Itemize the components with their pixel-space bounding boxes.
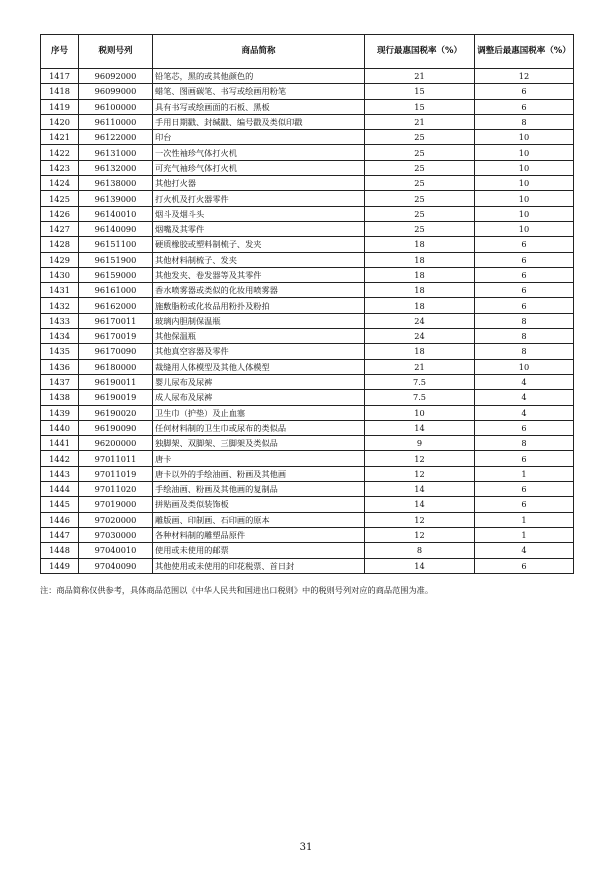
cell-product-name: 唐卡 [153,451,365,466]
cell-current-rate: 21 [365,69,475,84]
cell-adjusted-rate: 6 [475,420,574,435]
cell-tariff-code: 96170011 [79,313,153,328]
table-row [41,145,574,160]
cell-current-rate: 21 [365,114,475,129]
cell-adjusted-rate: 6 [475,84,574,99]
table-row [41,206,574,221]
cell-tariff-code: 96190090 [79,420,153,435]
cell-serial: 1424 [41,176,79,191]
cell-product-name: 印台 [153,130,365,145]
cell-product-name: 其他真空容器及零件 [153,344,365,359]
cell-adjusted-rate: 10 [475,176,574,191]
cell-serial: 1436 [41,359,79,374]
cell-serial: 1421 [41,130,79,145]
cell-tariff-code: 97030000 [79,527,153,542]
cell-serial: 1425 [41,191,79,206]
cell-adjusted-rate: 10 [475,145,574,160]
cell-current-rate: 7.5 [365,374,475,389]
cell-serial: 1437 [41,374,79,389]
cell-adjusted-rate: 4 [475,543,574,558]
cell-tariff-code: 96100000 [79,99,153,114]
table-row [41,221,574,236]
cell-adjusted-rate: 6 [475,497,574,512]
table-row [41,176,574,191]
cell-serial: 1428 [41,237,79,252]
table-row [41,298,574,313]
cell-tariff-code: 96162000 [79,298,153,313]
cell-serial: 1432 [41,298,79,313]
cell-product-name: 可充气袖珍气体打火机 [153,160,365,175]
cell-product-name: 一次性袖珍气体打火机 [153,145,365,160]
cell-serial: 1445 [41,497,79,512]
cell-tariff-code: 97040010 [79,543,153,558]
cell-adjusted-rate: 10 [475,359,574,374]
cell-adjusted-rate: 8 [475,114,574,129]
cell-serial: 1418 [41,84,79,99]
cell-tariff-code: 96190011 [79,374,153,389]
cell-adjusted-rate: 4 [475,374,574,389]
table-row [41,313,574,328]
cell-serial: 1419 [41,99,79,114]
cell-tariff-code: 96131000 [79,145,153,160]
cell-serial: 1439 [41,405,79,420]
cell-product-name: 蜡笔、图画碳笔、书写或绘画用粉笔 [153,84,365,99]
cell-tariff-code: 96151900 [79,252,153,267]
table-row [41,267,574,282]
cell-product-name: 各种材料制的雕塑品原件 [153,527,365,542]
cell-adjusted-rate: 10 [475,206,574,221]
cell-current-rate: 7.5 [365,390,475,405]
cell-tariff-code: 96138000 [79,176,153,191]
cell-tariff-code: 96159000 [79,267,153,282]
cell-adjusted-rate: 6 [475,283,574,298]
cell-product-name: 唐卡以外的手绘油画、粉画及其他画 [153,466,365,481]
cell-product-name: 铅笔芯，黑的或其他颜色的 [153,69,365,84]
cell-current-rate: 21 [365,359,475,374]
cell-current-rate: 18 [365,252,475,267]
table-row [41,466,574,481]
cell-product-name: 烟斗及烟斗头 [153,206,365,221]
cell-adjusted-rate: 4 [475,390,574,405]
table-row [41,527,574,542]
page-number: 31 [299,842,313,853]
cell-tariff-code: 96140090 [79,221,153,236]
cell-serial: 1440 [41,420,79,435]
table-row [41,237,574,252]
cell-product-name: 其他使用或未使用的印花税票、首日封 [153,558,365,573]
table-row [41,114,574,129]
cell-adjusted-rate: 8 [475,436,574,451]
cell-serial: 1442 [41,451,79,466]
cell-tariff-code: 96139000 [79,191,153,206]
cell-current-rate: 25 [365,221,475,236]
cell-product-name: 任何材料制的卫生巾或尿布的类似品 [153,420,365,435]
cell-adjusted-rate: 6 [475,267,574,282]
cell-tariff-code: 97011020 [79,482,153,497]
table-row [41,497,574,512]
cell-current-rate: 18 [365,298,475,313]
cell-serial: 1427 [41,221,79,236]
cell-adjusted-rate: 1 [475,512,574,527]
cell-product-name: 其他打火器 [153,176,365,191]
cell-product-name: 拼贴画及类似装饰板 [153,497,365,512]
cell-serial: 1426 [41,206,79,221]
cell-product-name: 其他保温瓶 [153,329,365,344]
table-row [41,252,574,267]
cell-product-name: 具有书写或绘画面的石板、黑板 [153,99,365,114]
table-row [41,160,574,175]
cell-tariff-code: 96099000 [79,84,153,99]
cell-current-rate: 15 [365,84,475,99]
cell-current-rate: 25 [365,191,475,206]
table-row [41,374,574,389]
cell-serial: 1443 [41,466,79,481]
cell-serial: 1433 [41,313,79,328]
cell-tariff-code: 97020000 [79,512,153,527]
header-serial: 序号 [41,35,79,69]
cell-product-name: 使用或未使用的邮票 [153,543,365,558]
table-row [41,344,574,359]
cell-serial: 1438 [41,390,79,405]
cell-adjusted-rate: 8 [475,344,574,359]
header-tariff-code: 税则号列 [79,35,153,69]
cell-current-rate: 10 [365,405,475,420]
cell-serial: 1434 [41,329,79,344]
cell-adjusted-rate: 12 [475,69,574,84]
cell-adjusted-rate: 6 [475,298,574,313]
cell-current-rate: 25 [365,130,475,145]
cell-tariff-code: 96151100 [79,237,153,252]
cell-adjusted-rate: 6 [475,451,574,466]
cell-adjusted-rate: 6 [475,482,574,497]
table-row [41,543,574,558]
cell-current-rate: 24 [365,313,475,328]
cell-tariff-code: 96122000 [79,130,153,145]
cell-adjusted-rate: 8 [475,313,574,328]
cell-adjusted-rate: 1 [475,527,574,542]
cell-tariff-code: 97019000 [79,497,153,512]
cell-adjusted-rate: 6 [475,99,574,114]
cell-current-rate: 25 [365,176,475,191]
cell-tariff-code: 96092000 [79,69,153,84]
cell-current-rate: 9 [365,436,475,451]
table-row [41,69,574,84]
cell-product-name: 手绘油画、粉画及其他画的复制品 [153,482,365,497]
cell-tariff-code: 97011011 [79,451,153,466]
cell-serial: 1429 [41,252,79,267]
cell-tariff-code: 96170019 [79,329,153,344]
cell-current-rate: 18 [365,267,475,282]
cell-current-rate: 15 [365,99,475,114]
cell-tariff-code: 97011019 [79,466,153,481]
cell-serial: 1448 [41,543,79,558]
cell-serial: 1447 [41,527,79,542]
cell-current-rate: 12 [365,451,475,466]
table-row [41,329,574,344]
cell-current-rate: 12 [365,466,475,481]
cell-current-rate: 18 [365,237,475,252]
cell-serial: 1441 [41,436,79,451]
table-body [41,69,574,574]
table-header-row [41,35,574,69]
cell-adjusted-rate: 10 [475,160,574,175]
cell-adjusted-rate: 8 [475,329,574,344]
table-row [41,84,574,99]
table-row [41,99,574,114]
cell-current-rate: 8 [365,543,475,558]
cell-adjusted-rate: 4 [475,405,574,420]
table-row [41,191,574,206]
cell-current-rate: 12 [365,527,475,542]
table-row [41,420,574,435]
cell-serial: 1422 [41,145,79,160]
cell-product-name: 卫生巾（护垫）及止血塞 [153,405,365,420]
header-adjusted-rate: 调整后最惠国税率（%） [475,35,574,69]
table-row [41,512,574,527]
cell-product-name: 成人尿布及尿裤 [153,390,365,405]
header-current-rate: 现行最惠国税率（%） [365,35,475,69]
cell-product-name: 施敷脂粉或化妆品用粉扑及粉拍 [153,298,365,313]
cell-tariff-code: 96161000 [79,283,153,298]
cell-tariff-code: 97040090 [79,558,153,573]
cell-serial: 1431 [41,283,79,298]
cell-current-rate: 24 [365,329,475,344]
cell-serial: 1420 [41,114,79,129]
cell-product-name: 打火机及打火器零件 [153,191,365,206]
table-row [41,405,574,420]
tariff-table [40,34,574,574]
cell-serial: 1449 [41,558,79,573]
table-row [41,130,574,145]
cell-current-rate: 14 [365,420,475,435]
cell-tariff-code: 96180000 [79,359,153,374]
cell-product-name: 独脚架、双脚架、三脚架及类似品 [153,436,365,451]
table-row [41,436,574,451]
cell-serial: 1423 [41,160,79,175]
table-row [41,482,574,497]
cell-tariff-code: 96190019 [79,390,153,405]
cell-current-rate: 14 [365,558,475,573]
cell-product-name: 其他材料制梳子、发夹 [153,252,365,267]
cell-product-name: 玻璃内胆制保温瓶 [153,313,365,328]
cell-tariff-code: 96132000 [79,160,153,175]
cell-product-name: 雕版画、印制画、石印画的原本 [153,512,365,527]
cell-adjusted-rate: 10 [475,191,574,206]
cell-tariff-code: 96200000 [79,436,153,451]
table-row [41,558,574,573]
table-row [41,390,574,405]
cell-current-rate: 14 [365,482,475,497]
cell-serial: 1430 [41,267,79,282]
cell-adjusted-rate: 6 [475,237,574,252]
cell-product-name: 裁缝用人体模型及其他人体模型 [153,359,365,374]
cell-current-rate: 18 [365,283,475,298]
cell-serial: 1435 [41,344,79,359]
cell-product-name: 烟嘴及其零件 [153,221,365,236]
table-row [41,451,574,466]
table-row [41,283,574,298]
cell-current-rate: 14 [365,497,475,512]
cell-adjusted-rate: 10 [475,221,574,236]
cell-product-name: 硬质橡胶或塑料制梳子、发夹 [153,237,365,252]
cell-current-rate: 25 [365,145,475,160]
cell-current-rate: 18 [365,344,475,359]
cell-tariff-code: 96170090 [79,344,153,359]
cell-tariff-code: 96190020 [79,405,153,420]
cell-adjusted-rate: 6 [475,252,574,267]
cell-product-name: 婴儿尿布及尿裤 [153,374,365,389]
cell-tariff-code: 96140010 [79,206,153,221]
cell-adjusted-rate: 1 [475,466,574,481]
table-row [41,359,574,374]
cell-current-rate: 25 [365,160,475,175]
cell-adjusted-rate: 6 [475,558,574,573]
cell-product-name: 手用日期戳、封缄戳、编号戳及类似印戳 [153,114,365,129]
cell-adjusted-rate: 10 [475,130,574,145]
header-product-name: 商品简称 [153,35,365,69]
cell-serial: 1417 [41,69,79,84]
cell-current-rate: 12 [365,512,475,527]
cell-current-rate: 25 [365,206,475,221]
cell-serial: 1444 [41,482,79,497]
footnote: 注：商品简称仅供参考，具体商品范围以《中华人民共和国进出口税则》中的税则号列对应的商品范围为准。 [40,585,434,595]
cell-product-name: 香水喷雾器或类似的化妆用喷雾器 [153,283,365,298]
cell-serial: 1446 [41,512,79,527]
cell-product-name: 其他发夹、卷发器等及其零件 [153,267,365,282]
cell-tariff-code: 96110000 [79,114,153,129]
